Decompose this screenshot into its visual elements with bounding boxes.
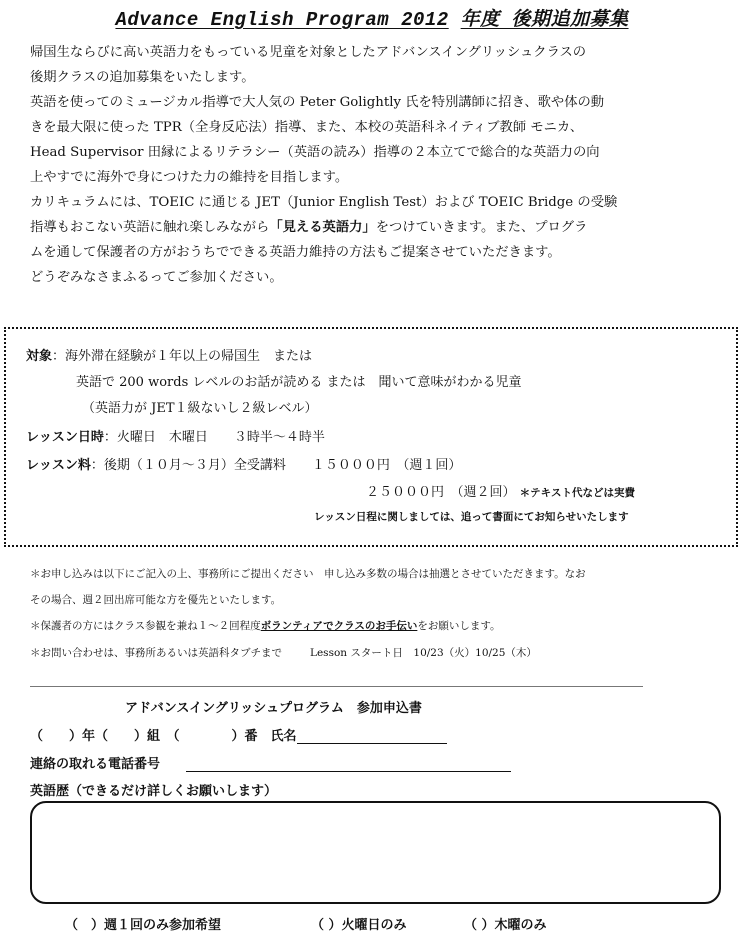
note-contact: ＊お問い合わせは、事務所あるいは英語科タブチまで bbox=[30, 647, 282, 659]
title-suffix: 年度 後期追加募集 bbox=[460, 9, 629, 31]
schedule-note: レッスン日程に関しましては、追って書面にてお知らせいたします bbox=[314, 511, 629, 523]
option-tuesday-only[interactable]: （ ）火曜日のみ bbox=[311, 918, 407, 933]
option-thursday-only[interactable]: （ ）木曜のみ bbox=[464, 918, 547, 933]
note-text-post: をお願いします。 bbox=[417, 620, 501, 632]
details-box bbox=[4, 327, 738, 547]
intro-line: きを最大限に使った TPR（全身反応法）指導、また、本校の英語科ネイティブ教師 モニカ、 bbox=[30, 120, 583, 135]
page-title bbox=[0, 4, 744, 31]
title-program: Advance English Program 2012 bbox=[115, 9, 449, 31]
intro-text bbox=[30, 40, 720, 290]
intro-line: カリキュラムには、TOEIC に通じる JET（Junior English Test）および TOEIC Bridge の受験 bbox=[30, 195, 618, 210]
target-line3: （英語力が JET１級ないし２級レベル） bbox=[82, 401, 318, 416]
intro-text-post: をつけていきます。また、プログラ bbox=[375, 220, 588, 235]
days-text: ：火曜日 木曜日 ３時半～４時半 bbox=[103, 430, 325, 445]
intro-highlight: 「見える英語力」 bbox=[269, 220, 376, 235]
fee-line2: ２５０００円 （週２回） bbox=[366, 485, 516, 500]
note-line: その場合、週２回出席可能な方を優先といたします。 bbox=[30, 594, 282, 606]
target-line2: 英語で 200 words レベルのお話が読める または 聞いて意味がわかる児童 bbox=[76, 375, 522, 390]
divider bbox=[30, 686, 643, 687]
intro-line: どうぞみなさまふるってご参加ください。 bbox=[30, 270, 283, 285]
intro-line: 帰国生ならびに高い英語力をもっている児童を対象としたアドバンスイングリッシュクラスの bbox=[30, 45, 587, 60]
grade-row bbox=[30, 725, 447, 744]
form-heading: アドバンスイングリッシュプログラム 参加申込書 bbox=[125, 701, 422, 716]
phone-field[interactable] bbox=[186, 771, 511, 772]
intro-line: 上やすでに海外で身につけた力の維持を目指します。 bbox=[30, 170, 349, 185]
phone-label: 連絡の取れる電話番号 bbox=[30, 757, 161, 772]
lesson-start: Lesson スタート日 10/23（火）10/25（木） bbox=[310, 647, 537, 659]
grade-row-label: （ ）年（ ）組 （ ）番 氏名 bbox=[30, 729, 297, 744]
intro-text-pre: 指導もおこない英語に触れ楽しみながら bbox=[30, 220, 270, 235]
english-history-field[interactable] bbox=[30, 801, 721, 904]
days-row bbox=[26, 426, 325, 445]
phone-row bbox=[30, 753, 511, 772]
note-line bbox=[30, 618, 730, 633]
intro-line: 後期クラスの追加募集をいたします。 bbox=[30, 70, 255, 85]
note-line bbox=[30, 645, 730, 660]
note-text-pre: ＊保護者の方にはクラス参観を兼ね１～２回程度 bbox=[30, 620, 261, 632]
intro-line: Head Supervisor 田縁によるリテラシー（英語の読み）指導の２本立てで総合的な英語力の向 bbox=[30, 145, 600, 160]
target-label: 対象 bbox=[26, 349, 53, 364]
option-once-weekly[interactable]: （ ）週１回のみ参加希望 bbox=[65, 918, 222, 933]
fee-row bbox=[26, 454, 461, 473]
intro-line bbox=[30, 215, 720, 240]
name-field[interactable] bbox=[297, 743, 447, 744]
note-line: ＊お申し込みは以下にご記入の上、事務所にご提出ください 申し込み多数の場合は抽選とさせていただきます。なお bbox=[30, 568, 586, 580]
schedule-note-row bbox=[314, 509, 629, 524]
intro-line: ムを通して保護者の方がおうちでできる英語力維持の方法もご提案させていただきます。 bbox=[30, 245, 561, 260]
fee-text: ：後期（１０月～３月）全受講料 １５０００円 （週１回） bbox=[90, 458, 462, 473]
days-label: レッスン日時 bbox=[26, 430, 104, 445]
target-row bbox=[26, 345, 312, 364]
history-label: 英語歴（できるだけ詳しくお願いします） bbox=[30, 784, 278, 799]
target-text: ：海外滞在経験が１年以上の帰国生 または bbox=[52, 349, 313, 364]
intro-line: 英語を使ってのミュージカル指導で大人気の Peter Golightly 氏を特別講師に招き、歌や体の動 bbox=[30, 95, 605, 110]
fee-note: ＊テキスト代などは実費 bbox=[519, 487, 635, 499]
fee-row-2 bbox=[366, 481, 635, 500]
fee-label: レッスン料 bbox=[26, 458, 91, 473]
note-highlight: ボランティアでクラスのお手伝い bbox=[260, 620, 418, 632]
